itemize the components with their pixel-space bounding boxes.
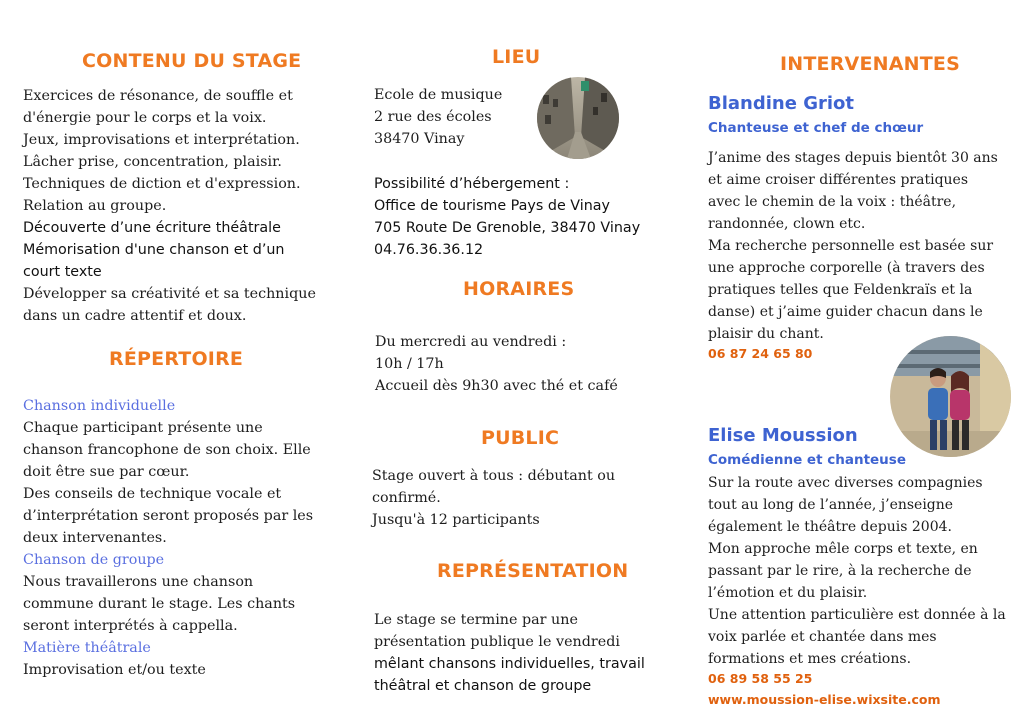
text-line: Mon approche mêle corps et texte, en xyxy=(708,541,978,557)
text-line: Sur la route avec diverses compagnies xyxy=(708,475,983,491)
text-line: J’anime des stages depuis bientôt 30 ans xyxy=(708,150,998,166)
person1-bio xyxy=(708,147,998,345)
text-line: Lâcher prise, concentration, plaisir. xyxy=(23,154,282,170)
text-line: d’interprétation seront proposés par les xyxy=(23,508,314,524)
text-line: passant par le rire, à la recherche de xyxy=(708,563,972,579)
text-line: Chaque participant présente une xyxy=(23,420,263,436)
text-line: pratiques telles que Feldenkraïs et la xyxy=(708,282,973,298)
intervenantes-photo-image xyxy=(890,336,1011,457)
text-line: commune durant le stage. Les chants xyxy=(23,596,296,612)
text-line: Mémorisation d'une chanson et d’un xyxy=(23,242,285,258)
text-line: Nous travaillerons une chanson xyxy=(23,574,254,590)
horaires-text xyxy=(375,331,618,397)
text-line: 38470 Vinay xyxy=(374,131,465,147)
text-line: Exercices de résonance, de souffle et xyxy=(23,88,293,104)
text-line: 04.76.36.36.12 xyxy=(374,242,484,258)
text-line: Office de tourisme Pays de Vinay xyxy=(374,198,611,214)
person1-phone: 06 87 24 65 80 xyxy=(708,346,813,361)
text-line: l’émotion et du plaisir. xyxy=(708,585,868,601)
text-line: et aime croiser différentes pratiques xyxy=(708,172,969,188)
text-line: Une attention particulière est donnée à la xyxy=(708,607,1006,623)
public-text xyxy=(372,465,615,531)
representation-title: REPRÉSENTATION xyxy=(437,560,629,582)
text-line: 705 Route De Grenoble, 38470 Vinay xyxy=(374,220,641,236)
chanson-groupe-label: Chanson de groupe xyxy=(23,552,165,568)
text-line: mêlant chansons individuelles, travail xyxy=(374,656,645,672)
street-photo xyxy=(537,77,619,159)
text-line: Jeux, improvisations et interprétation. xyxy=(23,132,300,148)
text-line: 10h / 17h xyxy=(375,356,444,372)
text-line: chanson francophone de son choix. Elle xyxy=(23,442,311,458)
text-line: Techniques de diction et d'expression. xyxy=(23,176,301,192)
person2-bio xyxy=(708,472,1006,670)
text-line: Jusqu'à 12 participants xyxy=(372,512,540,528)
text-line: court texte xyxy=(23,264,102,280)
contenu-title: CONTENU DU STAGE xyxy=(82,50,302,72)
person2-phone: 06 89 58 55 25 xyxy=(708,671,813,686)
text-line: 2 rue des écoles xyxy=(374,109,492,125)
text-line: Développer sa créativité et sa technique xyxy=(23,286,316,302)
text-line: Ecole de musique xyxy=(374,87,503,103)
text-line: Des conseils de technique vocale et xyxy=(23,486,282,502)
horaires-title: HORAIRES xyxy=(463,278,575,300)
text-line: danse) et j’aime guider chacun dans le xyxy=(708,304,983,320)
text-line: également le théâtre depuis 2004. xyxy=(708,519,952,535)
lieu-address xyxy=(374,84,502,150)
text-line: Ma recherche personnelle est basée sur xyxy=(708,238,994,254)
text-line: Stage ouvert à tous : débutant ou xyxy=(372,468,616,484)
text-line: doit être sue par cœur. xyxy=(23,464,190,480)
website-link[interactable]: www.moussion-elise.wixsite.com xyxy=(708,692,941,707)
repertoire-text xyxy=(23,395,313,681)
intervenantes-title: INTERVENANTES xyxy=(780,53,960,75)
matiere-theatrale-label: Matière théâtrale xyxy=(23,640,151,656)
person1-name: Blandine Griot xyxy=(708,93,854,114)
text-line: présentation publique le vendredi xyxy=(374,634,620,650)
text-line: seront interprétés à cappella. xyxy=(23,618,238,634)
text-line: Le stage se termine par une xyxy=(374,612,578,628)
street-photo-image xyxy=(537,77,619,159)
repertoire-title: RÉPERTOIRE xyxy=(109,348,244,370)
text-line: confirmé. xyxy=(372,490,441,506)
text-line: voix parlée et chantée dans mes xyxy=(708,629,937,645)
lieu-title: LIEU xyxy=(492,46,541,68)
text-line: Possibilité d’hébergement : xyxy=(374,176,570,192)
representation-text xyxy=(374,609,645,697)
text-line: plaisir du chant. xyxy=(708,326,824,342)
person2-name: Elise Moussion xyxy=(708,425,858,446)
text-line: deux intervenantes. xyxy=(23,530,167,546)
chanson-individuelle-label: Chanson individuelle xyxy=(23,398,176,414)
text-line: Du mercredi au vendredi : xyxy=(375,334,567,350)
text-line: tout au long de l’année, j’enseigne xyxy=(708,497,954,513)
hebergement-info xyxy=(374,173,640,261)
text-line: d'énergie pour le corps et la voix. xyxy=(23,110,267,126)
text-line: une approche corporelle (à travers des xyxy=(708,260,985,276)
public-title: PUBLIC xyxy=(481,427,560,449)
text-line: avec le chemin de la voix : théâtre, xyxy=(708,194,957,210)
text-line: Accueil dès 9h30 avec thé et café xyxy=(375,378,618,394)
text-line: Improvisation et/ou texte xyxy=(23,662,206,678)
person1-role: Chanteuse et chef de chœur xyxy=(708,120,924,136)
text-line: formations et mes créations. xyxy=(708,651,912,667)
text-line: Relation au groupe. xyxy=(23,198,167,214)
person2-role: Comédienne et chanteuse xyxy=(708,452,906,468)
text-line: randonnée, clown etc. xyxy=(708,216,866,232)
text-line: dans un cadre attentif et doux. xyxy=(23,308,247,324)
intervenantes-photo xyxy=(890,336,1011,457)
text-line: théâtral et chanson de groupe xyxy=(374,678,592,694)
text-line: Découverte d’une écriture théâtrale xyxy=(23,220,281,236)
contenu-text xyxy=(23,85,316,327)
